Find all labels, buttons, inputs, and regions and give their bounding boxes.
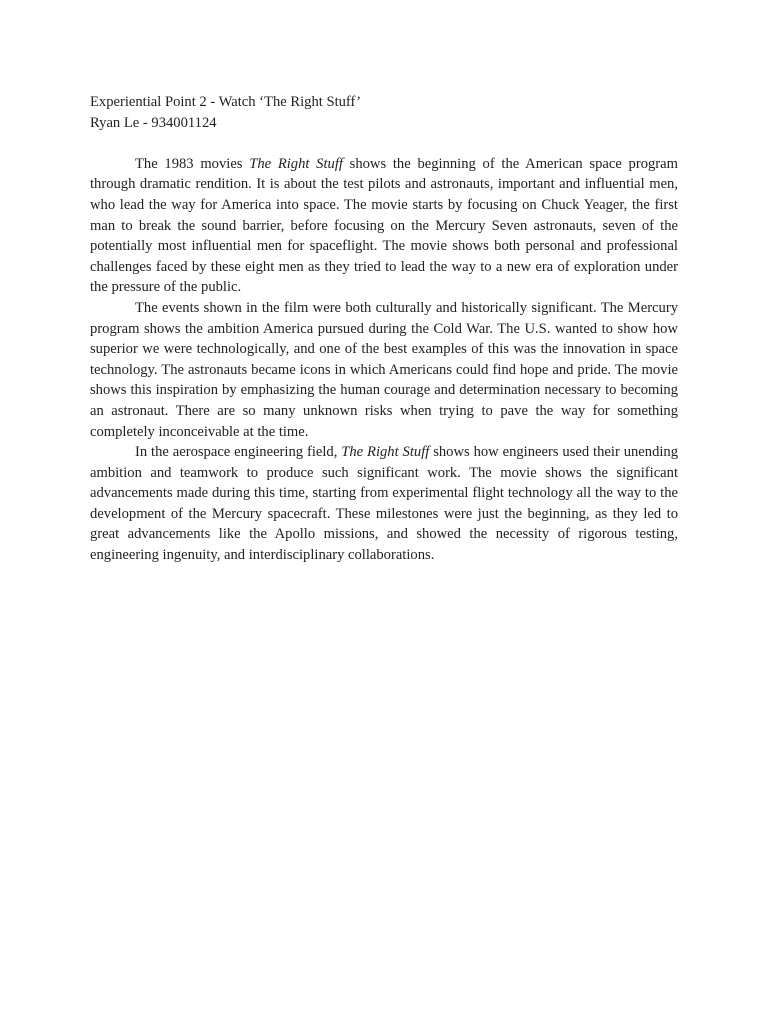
paragraph-2: The events shown in the film were both culturally and historically significant. The Mercury program shows the ambition America pursued during the Cold War. The U.S. wanted to show how superior we were technologically, and one of the best examples of this was the innovation in space technology. The astronauts became icons in which Americans could find hope and pride. The movie shows this inspiration by emphasizing the human courage and determination necessary to becoming an astronaut. There are so many unknown risks when trying to pave the way for something completely inconceivable at the time. [90, 299, 678, 440]
paragraph-1-body: shows the beginning of the American space program through dramatic rendition. It is about the test pilots and astronauts, important and influential men, who lead the way for America into space. The movie starts by focusing on Chuck Yeager, the first man to break the sound barrier, before focusing on the Mercury Seven astronauts, seven of the potentially most influential men for spaceflight. The movie shows both personal and professional challenges faced by these eight men as they tried to lead the way to a new era of exploration under the pressure of the public. [90, 155, 678, 296]
film-title-italic: The Right Stuff [341, 444, 430, 461]
blank-line [90, 133, 678, 154]
document-body [90, 92, 678, 566]
paragraph-3-intro: In the aerospace engineering field, [135, 444, 342, 461]
paragraph-1-intro: The 1983 movies [135, 155, 250, 172]
paragraph-3-body: shows how engineers used their unending ambition and teamwork to produce such significant work. The movie shows the significant advancements made during this time, starting from experimental flight technology all the way to the development of the Mercury spacecraft. These milestones were just the beginning, as they led to great advancements like the Apollo missions, and showed the necessity of rigorous testing, engineering ingenuity, and interdisciplinary collaborations. [90, 444, 679, 564]
film-title-italic: The Right Stuff [249, 155, 343, 172]
assignment-title: Experiential Point 2 - Watch ‘The Right Stuff’ [90, 94, 362, 110]
paragraph-1 [90, 154, 678, 298]
paragraph-3 [90, 442, 678, 566]
author-name-id: Ryan Le - 934001124 [90, 114, 217, 131]
